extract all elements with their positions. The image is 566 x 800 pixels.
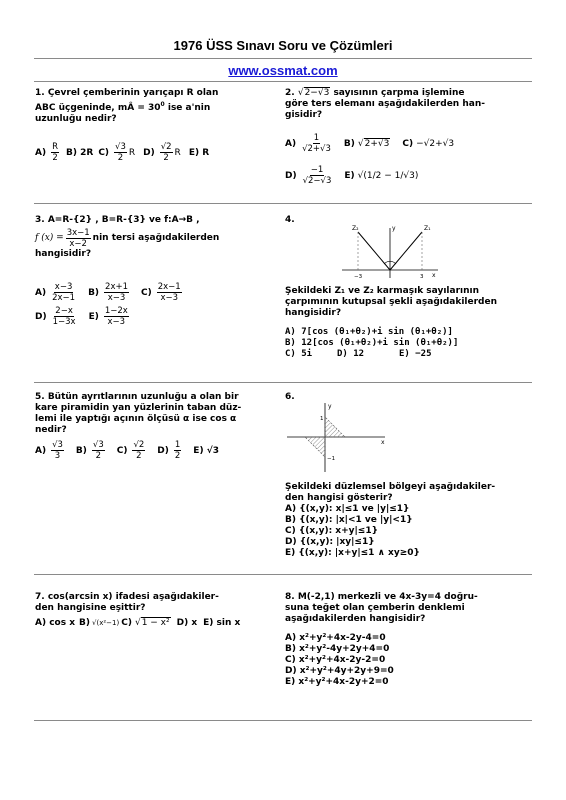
den: 2 bbox=[163, 153, 169, 163]
question-4-line-1: Şekildeki Z₁ ve Z₂ karmaşık sayılarının bbox=[285, 286, 479, 296]
den: 2 bbox=[52, 153, 58, 163]
num: 1 bbox=[313, 133, 320, 143]
z2-vector bbox=[358, 232, 390, 270]
question-7 bbox=[35, 592, 275, 614]
option-e[interactable]: E) −25 bbox=[399, 349, 432, 359]
den: x−3 bbox=[107, 293, 126, 303]
num: √3 bbox=[52, 440, 63, 450]
option-d-label[interactable]: D) bbox=[157, 445, 169, 456]
question-2-line-3: gisidir? bbox=[285, 110, 323, 120]
question-4-line-2: çarpımının kutupsal şekli aşağıdakilerden bbox=[285, 297, 498, 307]
question-1-line-2 bbox=[35, 99, 275, 114]
question-6-number: 6. bbox=[285, 392, 295, 402]
num: 1 bbox=[174, 440, 181, 450]
option-b-label[interactable]: B) bbox=[79, 618, 91, 628]
option-c-label[interactable]: C) bbox=[402, 138, 414, 149]
option-c-radical: √1 − x² bbox=[134, 618, 170, 628]
option-d-label[interactable]: D) bbox=[285, 170, 297, 181]
option-d-fraction bbox=[52, 306, 77, 327]
option-a-fraction bbox=[51, 142, 59, 163]
region-q3 bbox=[305, 437, 325, 457]
question-1-line-1: 1. Çevrel çemberinin yarıçapı R olan bbox=[35, 88, 219, 98]
divider bbox=[34, 382, 532, 383]
fx-label: f (x) = bbox=[35, 233, 64, 243]
option-c[interactable]: C) x²+y²+4x-2y-2=0 bbox=[285, 655, 386, 665]
option-e-label[interactable]: E) bbox=[344, 170, 355, 181]
question-6-line-2: den hangisi gösterir? bbox=[285, 493, 393, 503]
question-4-answers bbox=[285, 327, 530, 360]
question-8-line-2: suna teğet olan çemberin denklemi bbox=[285, 603, 465, 613]
tick-3: 3 bbox=[420, 274, 424, 280]
option-a-label[interactable]: A) bbox=[35, 147, 47, 158]
y-label: y bbox=[328, 403, 332, 410]
question-4-line-3: hangisidir? bbox=[285, 308, 342, 318]
option-c-fraction bbox=[114, 142, 127, 163]
option-c-label[interactable]: C) bbox=[141, 287, 152, 298]
divider bbox=[34, 574, 532, 575]
question-4 bbox=[285, 286, 530, 319]
question-1-line-3: uzunluğu nedir? bbox=[35, 114, 117, 124]
option-c-tail: R bbox=[128, 147, 136, 158]
tick-neg1: −1 bbox=[327, 456, 336, 462]
question-2-answers-row-1 bbox=[285, 133, 454, 154]
option-d-tail: R bbox=[174, 147, 181, 158]
z2-label: Z₂ bbox=[352, 225, 359, 232]
num: √2 bbox=[133, 440, 145, 450]
option-c-fraction bbox=[132, 440, 145, 461]
option-a-fraction bbox=[301, 133, 332, 154]
question-3-answers-row-1 bbox=[35, 282, 184, 303]
z1-vector bbox=[390, 232, 422, 270]
option-c-value: −√2+√3 bbox=[416, 138, 455, 149]
tick-neg3: −3 bbox=[354, 274, 363, 280]
option-b[interactable]: B) {(x,y): |x|<1 ve |y|<1} bbox=[285, 515, 413, 525]
option-e-value: √(1/2 − 1/√3) bbox=[357, 170, 419, 181]
option-e[interactable]: E) {(x,y): |x+y|≤1 ∧ xy≥0} bbox=[285, 548, 420, 558]
option-d-fraction bbox=[174, 440, 181, 461]
region-figure bbox=[285, 400, 395, 475]
num: 1−2x bbox=[104, 306, 128, 316]
complex-plane-figure bbox=[340, 222, 440, 280]
num: √2 bbox=[160, 142, 172, 152]
option-b-label[interactable]: B) bbox=[343, 138, 355, 149]
option-b[interactable]: B) 2R bbox=[66, 147, 94, 158]
option-b-value: √(x²−1) bbox=[92, 619, 120, 627]
radical: √2−√3 bbox=[297, 88, 330, 98]
x-label: x bbox=[381, 439, 385, 446]
option-a-fraction bbox=[51, 440, 64, 461]
question-2-line-2: göre ters elemanı aşağıdakilerden han- bbox=[285, 99, 485, 109]
question-2 bbox=[285, 88, 530, 121]
option-b-label[interactable]: B) bbox=[75, 445, 87, 456]
angle-text: üçgeninde, mÂ = 30 bbox=[55, 103, 161, 113]
question-5-line-4: nedir? bbox=[35, 425, 67, 435]
question-6-line-1: Şekildeki düzlemsel bölgeyi aşağıdakiler- bbox=[285, 482, 496, 492]
question-2-number: 2. bbox=[285, 88, 295, 98]
num: 2x+1 bbox=[105, 282, 129, 292]
option-e-label[interactable]: E) bbox=[88, 311, 99, 322]
num: 3x−1 bbox=[66, 228, 90, 238]
page-title: 1976 ÜSS Sınavı Soru ve Çözümleri bbox=[173, 38, 393, 53]
question-4-number: 4. bbox=[285, 215, 295, 225]
degree-sup: 0 bbox=[160, 101, 165, 108]
divider bbox=[34, 720, 532, 721]
option-b-label[interactable]: B) bbox=[88, 287, 100, 298]
question-3 bbox=[35, 215, 275, 260]
num: x−3 bbox=[54, 282, 73, 292]
option-b-radical: √2+√3 bbox=[357, 138, 390, 149]
option-c[interactable]: C) {(x,y): x+y|≤1} bbox=[285, 526, 379, 536]
option-d[interactable]: D) x²+y²+4y+2y+9=0 bbox=[285, 666, 394, 676]
site-link[interactable]: www.ossmat.com bbox=[228, 63, 338, 78]
option-c-label[interactable]: C) bbox=[98, 147, 110, 158]
option-b-fraction bbox=[92, 440, 105, 461]
question-6 bbox=[285, 482, 530, 559]
option-d[interactable]: D) 12 bbox=[337, 349, 365, 359]
option-d[interactable]: D) x bbox=[176, 618, 198, 628]
question-5-line-3: lemi ile yaptığı açının ölçüsü α ise cos α bbox=[35, 414, 237, 424]
option-a-fraction bbox=[51, 282, 76, 303]
option-a[interactable]: A) x²+y²+4x-2y-4=0 bbox=[285, 633, 386, 643]
option-d[interactable]: D) {(x,y): |xy|≤1} bbox=[285, 537, 375, 547]
question-8 bbox=[285, 592, 530, 688]
option-a-label[interactable]: A) bbox=[285, 138, 297, 149]
question-1-tail: ise a'nin bbox=[164, 103, 211, 113]
option-d-fraction bbox=[160, 142, 173, 163]
option-a[interactable]: A) cos x bbox=[35, 618, 76, 628]
den: 1−3x bbox=[52, 317, 76, 327]
option-e[interactable]: E) x²+y²+4x-2y+2=0 bbox=[285, 677, 389, 687]
question-7-answers bbox=[35, 618, 240, 628]
question-2-text: sayısının çarpma işlemine bbox=[333, 88, 465, 98]
tick-1: 1 bbox=[320, 416, 324, 422]
radicand: 2−√3 bbox=[304, 88, 330, 98]
region-q1 bbox=[325, 417, 345, 437]
den: x−2 bbox=[69, 239, 87, 249]
option-c-label[interactable]: C) bbox=[116, 445, 128, 456]
option-b[interactable]: B) x²+y²-4y+2y+4=0 bbox=[285, 644, 390, 654]
den: 2 bbox=[174, 451, 181, 461]
num: √3 bbox=[92, 440, 104, 450]
option-e[interactable]: E) R bbox=[188, 147, 210, 158]
option-c-fraction bbox=[157, 282, 182, 303]
question-2-line-1 bbox=[285, 88, 530, 99]
den: √2+√3 bbox=[302, 144, 331, 154]
option-a[interactable]: A) {(x,y): x|≤1 ve |y|≤1} bbox=[285, 504, 410, 514]
question-3-line-3: hangisidir? bbox=[35, 249, 92, 259]
option-e-fraction bbox=[104, 306, 129, 327]
option-d-label[interactable]: D) bbox=[143, 147, 155, 158]
question-3-answers-row-2 bbox=[35, 306, 131, 327]
question-1-answers bbox=[35, 142, 209, 163]
option-b-fraction bbox=[104, 282, 129, 303]
option-d-label[interactable]: D) bbox=[35, 311, 47, 322]
divider bbox=[34, 81, 532, 82]
den: 2 bbox=[117, 153, 124, 163]
option-a[interactable]: A) 7[cos (θ₁+θ₂)+i sin (θ₁+θ₂)] bbox=[285, 327, 453, 337]
z1-label: Z₁ bbox=[424, 225, 431, 232]
den: 2 bbox=[136, 451, 142, 461]
question-8-line-3: aşağıdakilerden hangisidir? bbox=[285, 614, 426, 624]
question-5-line-2: kare piramidin yan yüzlerinin taban düz- bbox=[35, 403, 242, 413]
num: 2−x bbox=[55, 306, 73, 316]
option-e[interactable]: E) sin x bbox=[203, 618, 241, 628]
radicand: 2+√3 bbox=[364, 138, 390, 149]
den: 3 bbox=[54, 451, 61, 461]
den: √2−√3 bbox=[302, 176, 332, 186]
option-d-fraction bbox=[302, 165, 333, 186]
question-7-line-1: 7. cos(arcsin x) ifadesi aşağıdakiler- bbox=[35, 592, 219, 602]
question-5-answers bbox=[35, 440, 219, 461]
den: x−3 bbox=[160, 293, 178, 303]
y-label: y bbox=[392, 225, 396, 232]
num: 2x−1 bbox=[157, 282, 181, 292]
num: −1 bbox=[310, 165, 324, 175]
question-1 bbox=[35, 88, 275, 125]
den: 2 bbox=[95, 451, 102, 461]
question-5 bbox=[35, 392, 275, 436]
option-a-label[interactable]: A) bbox=[35, 287, 47, 298]
question-2-answers-row-2 bbox=[285, 165, 418, 186]
question-3-line-1: 3. A=R-{2} , B=R-{3} ve f:A→B , bbox=[35, 215, 200, 225]
den: x−3 bbox=[107, 317, 126, 327]
option-e[interactable]: E) √3 bbox=[193, 445, 219, 456]
question-5-line-1: 5. Bütün ayrıtlarının uzunluğu a olan bir bbox=[35, 392, 239, 402]
question-3-line-2: nin tersi aşağıdakilerden bbox=[92, 233, 220, 243]
abc-label: ABC bbox=[35, 103, 56, 113]
num: R bbox=[52, 142, 58, 152]
option-c[interactable]: C) 5i bbox=[285, 349, 313, 359]
question-3-function bbox=[35, 228, 275, 249]
option-row-cde bbox=[285, 349, 530, 360]
option-a-label[interactable]: A) bbox=[35, 445, 47, 456]
divider bbox=[34, 203, 532, 204]
question-7-line-2: den hangisine eşittir? bbox=[35, 603, 146, 613]
x-label: x bbox=[432, 272, 436, 279]
divider bbox=[34, 58, 532, 59]
fx-fraction bbox=[66, 228, 91, 249]
radicand: 1 − x² bbox=[141, 618, 170, 628]
question-8-line-1: 8. M(-2,1) merkezli ve 4x-3y=4 doğru- bbox=[285, 592, 478, 602]
num: √3 bbox=[115, 142, 126, 152]
option-c-label[interactable]: C) bbox=[121, 618, 132, 628]
option-b[interactable]: B) 12[cos (θ₁+θ₂)+i sin (θ₁+θ₂)] bbox=[285, 338, 459, 348]
den: 2x−1 bbox=[52, 293, 76, 303]
